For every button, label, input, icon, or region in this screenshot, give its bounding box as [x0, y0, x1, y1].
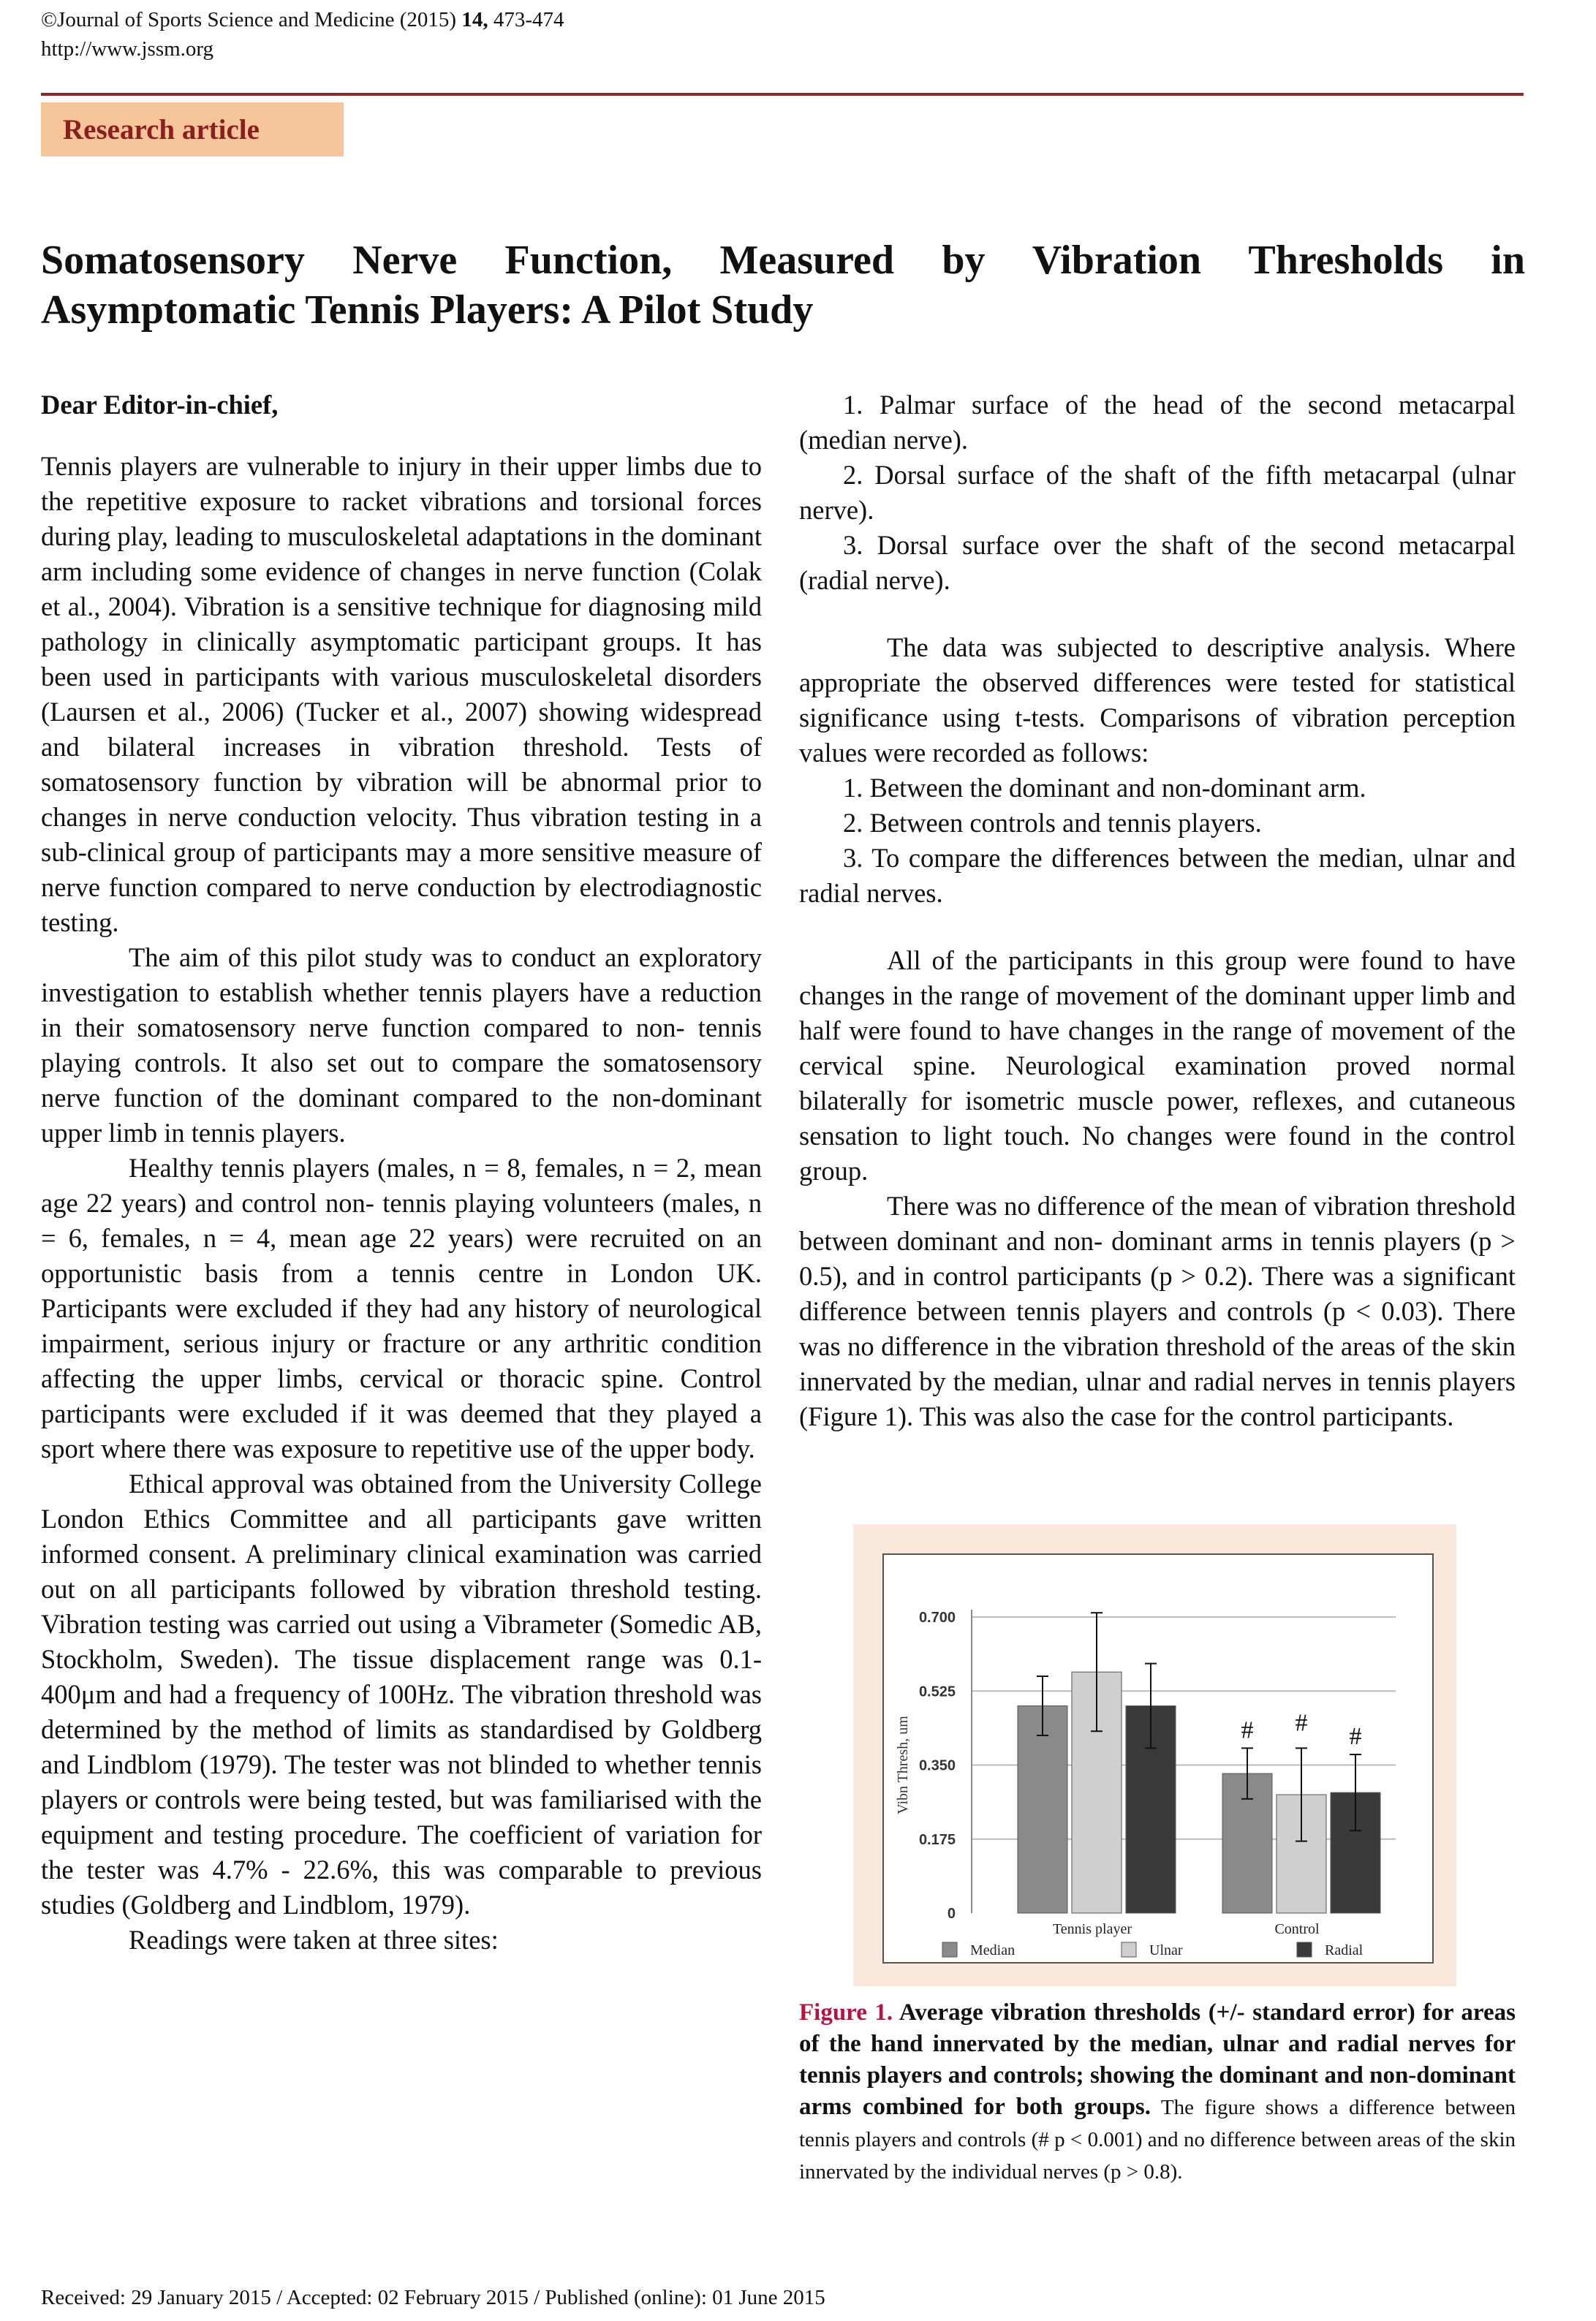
paragraph-methods: Ethical approval was obtained from the University College London Ethics Committee and all participants gave written informed consent. A preliminary clinical examination was carried out on all participants followed by vibration threshold testing. Vibration testing was carried out using a Vibrameter (Somedic AB, Stockholm, Sweden). The tissue displacement range was 0.1-400μm and had a frequency of 100Hz. The vibration threshold was determined by the method of limits as standardised by Goldberg and Lindblom (1979). The tester was not blinded to whether tennis players or controls were being tested, but was familiarised with the equipment and testing procedure. The coefficient of variation for the tester was 4.7% - 22.6%, this was comparable to previous studies (Goldberg and Lindblom, 1979).	[41, 1469, 762, 1920]
y-tick-label: 0.700	[918, 1610, 956, 1626]
legend-label-ulnar: Ulnar	[1149, 1942, 1183, 1958]
header-rule	[41, 93, 1524, 96]
list-item-site-2: 2. Dorsal surface of the shaft of the fifth metacarpal (ulnar nerve).	[799, 460, 1516, 525]
significance-marker: #	[1295, 1709, 1308, 1737]
list-item-site-1: 1. Palmar surface of the head of the second metacarpal (median nerve).	[799, 390, 1516, 455]
legend-label-radial: Radial	[1325, 1942, 1364, 1958]
salutation: Dear Editor-in-chief,	[41, 390, 279, 420]
figure-frame	[853, 1524, 1456, 1986]
left-column	[41, 387, 762, 1958]
journal-pages: 473-474	[488, 8, 564, 31]
bar-chart	[884, 1555, 1432, 1962]
article-type-badge	[41, 102, 344, 156]
journal-url[interactable]: http://www.jssm.org	[41, 37, 214, 61]
bar-median	[1018, 1706, 1067, 1914]
publication-dates: Received: 29 January 2015 / Accepted: 02 February 2015 / Published (online): 01 June 2015	[41, 2286, 825, 2309]
significance-marker: #	[1349, 1723, 1362, 1751]
legend-label-median: Median	[970, 1942, 1016, 1958]
figure-panel	[882, 1553, 1434, 1964]
paragraph-analysis: The data was subjected to descriptive analysis. Where appropriate the observed differences were tested for statistical significance using t-tests. Comparisons of vibration perception values were recorded as follows:	[799, 632, 1516, 768]
journal-citation	[41, 6, 564, 34]
significance-marker: #	[1241, 1716, 1254, 1744]
x-category-label: Tennis player	[1052, 1921, 1132, 1937]
y-tick-label: 0.350	[918, 1757, 956, 1774]
article-type-label: Research article	[63, 113, 260, 145]
paragraph-sites-intro: Readings were taken at three sites:	[129, 1925, 499, 1955]
list-item-comparison-1: 1. Between the dominant and non-dominant arm.	[843, 773, 1366, 803]
legend-swatch-median	[942, 1942, 957, 1957]
y-tick-label: 0.525	[918, 1684, 956, 1700]
legend-swatch-radial	[1297, 1942, 1312, 1957]
paragraph-examination: All of the participants in this group were found to have changes in the range of movement of the dominant upper limb and half were found to have changes in the range of movement of the cervical spine. Neurological examination proved normal bilaterally for isometric muscle power, reflexes, and cutaneous sensation to light touch. No changes were found in the control group.	[799, 945, 1516, 1186]
figure-caption	[799, 1997, 1516, 2188]
caption-bold-text: Average vibration thresholds (+/- standard error) for areas of the hand innervated by the median, ulnar and radial nerves for tennis players and controls; showing the dominant and non-dominant arms combined for both groups.	[799, 1999, 1516, 2120]
y-tick-label: 0	[947, 1906, 956, 1922]
figure-label: Figure 1.	[799, 1999, 893, 2026]
paragraph-aim: The aim of this pilot study was to conduct an exploratory investigation to establish whether tennis players have a reduction in their somatosensory nerve function compared to non- tennis playing controls. It also set out to compare the somatosensory nerve function of the dominant compared to the non-dominant upper limb in tennis players.	[41, 942, 762, 1148]
paragraph-participants: Healthy tennis players (males, n = 8, females, n = 2, mean age 22 years) and control non- tennis playing volunteers (males, n = 6, females, n = 4, mean age 22 years) were recruited on an opportunistic basis from a tennis centre in London UK. Participants were excluded if they had any history of neurological impairment, serious injury or fracture or any arthritic condition affecting the upper limbs, cervical or thoracic spine. Control participants were excluded if it was deemed that they played a sport where there was exposure to repetitive use of the upper body.	[41, 1153, 762, 1464]
y-axis-label: Vibn Thresh, um	[895, 1716, 911, 1814]
list-item-comparison-3: 3. To compare the differences between the median, ulnar and radial nerves.	[799, 843, 1516, 908]
y-tick-label: 0.175	[918, 1831, 956, 1848]
caption-description: The figure shows a difference between tennis players and controls (# p < 0.001) and no difference between areas of the skin innervated by the individual nerves (p > 0.8).	[799, 2096, 1516, 2184]
paragraph-results: There was no difference of the mean of vibration threshold between dominant and non- dominant arms in tennis players (p > 0.5), and in control participants (p > 0.2). There was a significant difference between tennis players and controls (p < 0.03). There was no difference in the vibration threshold of the areas of the skin innervated by the median, ulnar and radial nerves in tennis players (Figure 1). This was also the case for the control participants.	[799, 1191, 1516, 1431]
journal-name: ©Journal of Sports Science and Medicine (2015)	[41, 8, 462, 31]
x-category-label: Control	[1274, 1921, 1320, 1937]
list-item-comparison-2: 2. Between controls and tennis players.	[843, 808, 1262, 838]
right-column	[799, 387, 1516, 1434]
legend-swatch-ulnar	[1122, 1942, 1136, 1957]
paragraph-intro: Tennis players are vulnerable to injury in their upper limbs due to the repetitive exposure to racket vibrations and torsional forces during play, leading to musculoskeletal adaptations in the dominant arm including some evidence of changes in nerve function (Colak et al., 2004). Vibration is a sensitive technique for diagnosing mild pathology in clinically asymptomatic participant groups. It has been used in participants with various musculoskeletal disorders (Laursen et al., 2006) (Tucker et al., 2007) showing widespread and bilateral increases in vibration threshold. Tests of somatosensory function by vibration will be abnormal prior to changes in nerve conduction velocity. Thus vibration testing in a sub-clinical group of participants may a more sensitive measure of nerve function compared to nerve conduction by electrodiagnostic testing.	[41, 451, 762, 937]
journal-volume: 14,	[461, 8, 488, 31]
list-item-site-3: 3. Dorsal surface over the shaft of the second metacarpal (radial nerve).	[799, 530, 1516, 595]
article-title: Somatosensory Nerve Function, Measured by Vibration Thresholds in Asymptomatic Tennis Players: A Pilot Study	[41, 238, 1525, 333]
